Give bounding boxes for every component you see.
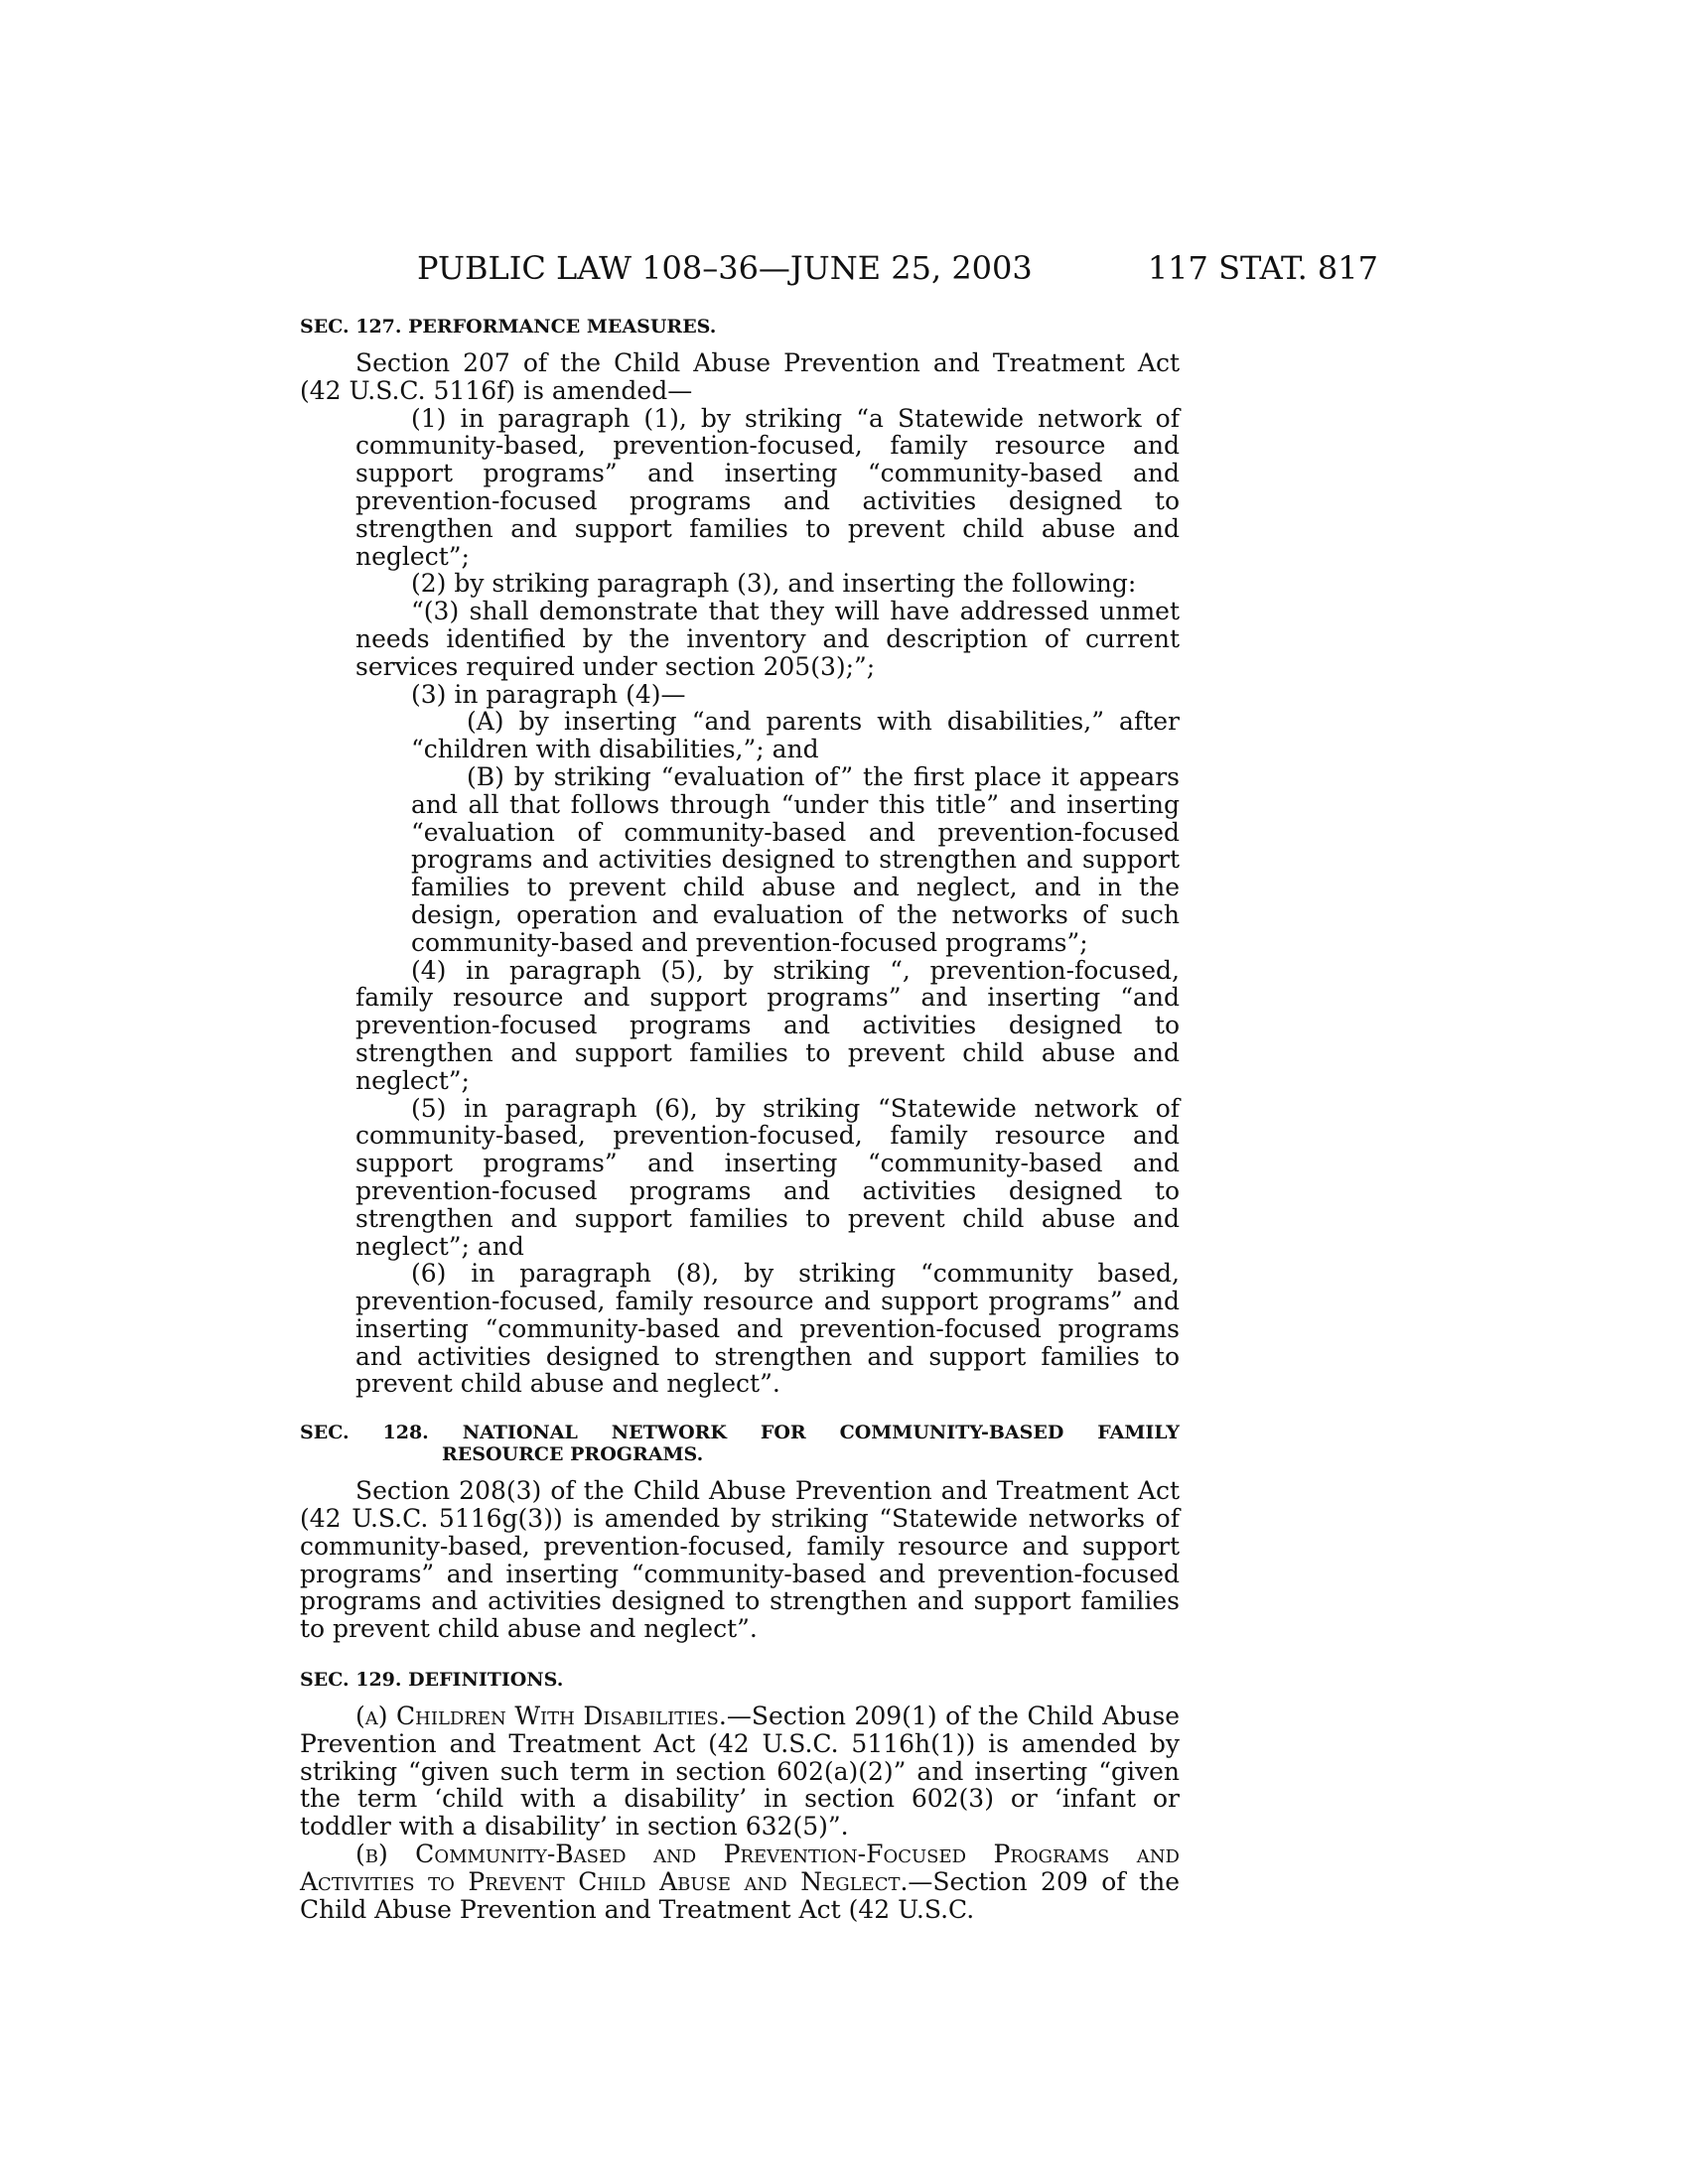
subsection-a-text: —Section 209(1) of the Child Abuse Prevention and Treatment Act (42 U.S.C. 5116h(1)) is amended by striking “given such term in section 602(a)(2)” and inserting “given the term ‘child with a disability’ in section 602(3) or ‘infant or toddler with a disability’ in section 632(5)”. [300,1702,1180,1842]
sec-127-para-4: (4) in paragraph (5), by striking “, prevention-focused, family resource and support programs” and inserting “and prevention-focused programs and activities designed to strengthen and support families to prevent child abuse and neglect”; [355,955,1180,1095]
sec-129-subsection-b [300,1841,1180,1923]
sec-128-text: Section 208(3) of the Child Abuse Prevention and Treatment Act (42 U.S.C. 5116g(3)) is amended by striking “Statewide networks of community-based, prevention-focused, family resource and support programs” and inserting “community-based and prevention-focused programs and activities designed to strengthen and support families to prevent child abuse and neglect”. [300,1476,1180,1644]
sec-127-intro: Section 207 of the Child Abuse Prevention and Treatment Act (42 U.S.C. 5116f) is amended— [300,348,1180,405]
subsection-b-caption: (b) Community-Based and Prevention-Focused Programs and Activities to Prevent Child Abuse and Neglect. [300,1840,1180,1896]
sec-127-para-2: (2) by striking paragraph (3), and inserting the following: [411,569,1137,599]
subsection-b-text: —Section 209 of the Child Abuse Prevention and Treatment Act (42 U.S.C. [300,1866,1180,1924]
sec-128-heading-line-1: SEC. 128. NATIONAL NETWORK FOR COMMUNITY-BASED FAMILY [300,1422,1180,1444]
running-head [417,248,1378,288]
sec-127-para-5: (5) in paragraph (6), by striking “Statewide network of community-based, prevention-focused, family resource and support programs” and inserting “community-based and prevention-focused programs and activities designed to strengthen and support families to prevent child abuse and neglect”; and [355,1093,1180,1261]
sec-129-heading: SEC. 129. DEFINITIONS. [300,1669,564,1692]
sec-127-para-3-a: (A) by inserting “and parents with disabilities,” after “children with disabilities,”; and [411,707,1180,764]
sec-129-subsection-a [300,1703,1180,1841]
page-reference: 117 STAT. 817 [1147,249,1378,287]
sec-127-para-1: (1) in paragraph (1), by striking “a Statewide network of community-based, prevention-focused, family resource and support programs” and inserting “community-based and prevention-focused programs and activities designed to strengthen and support families to prevent child abuse and neglect”; [355,403,1180,571]
sec-127-quote-first-line: “(3) shall demonstrate that they will have addressed unmet [411,597,1180,626]
sec-127-para-3: (3) in paragraph (4)— [411,679,686,709]
sec-128-heading [300,1422,1180,1465]
sec-128-heading-line-2: RESOURCE PROGRAMS. [442,1443,704,1466]
body-text [300,316,1180,1923]
sec-127-para-6: (6) in paragraph (8), by striking “community based, prevention-focused, family resource and support programs” and inserting “community-based and prevention-focused programs and activities designed to strengthen and support families to prevent child abuse and neglect”. [355,1259,1180,1399]
running-head-title: PUBLIC LAW 108–36—JUNE 25, 2003 [417,249,1033,287]
sec-127-para-3-b: (B) by striking “evaluation of” the first place it appears and all that follows through “under this title” and inserting “evaluation of community-based and prevention-focused programs and activities designed to strengthen and support families to prevent child abuse and neglect, and in the design, operation and evaluation of the networks of such community-based and prevention-focused programs”; [411,761,1180,957]
sec-127-heading: SEC. 127. PERFORMANCE MEASURES. [300,316,717,338]
sec-127-para-2-quote [300,598,1180,680]
subsection-a-caption: (a) Children With Disabilities. [355,1702,727,1731]
sec-127-quote-rest: needs identified by the inventory and description of current services required under section 205(3);”; [355,623,1180,681]
